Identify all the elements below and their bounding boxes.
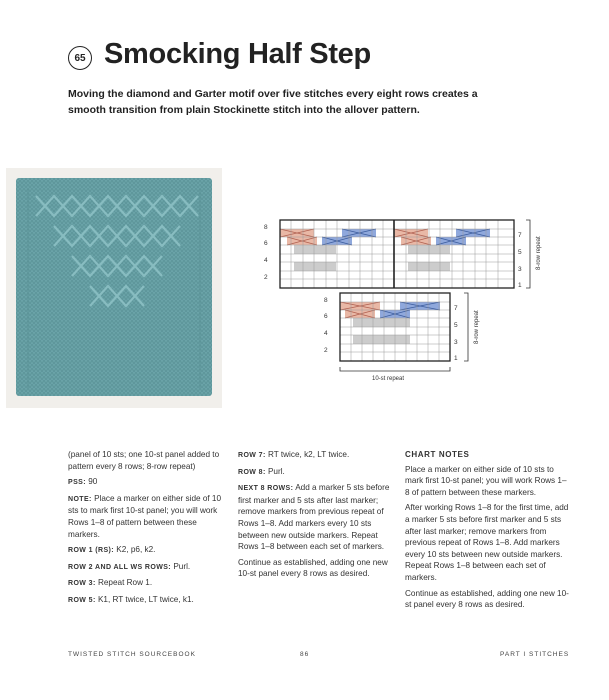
row-label: 1 bbox=[518, 282, 522, 289]
row-label: 5 bbox=[518, 249, 522, 256]
chart-notes-p2: After working Rows 1–8 for the first time, add a marker 5 sts before first marker and 5 sts after last marker; remove markers from previous repeat of Rows 1–8. Add markers every 10 sts between new outside markers. Repeat Rows 1–8 between each set of markers. bbox=[405, 503, 569, 582]
swatch-photo bbox=[6, 168, 222, 408]
page-title: Smocking Half Step bbox=[104, 38, 371, 70]
row3-label: ROW 3: bbox=[68, 580, 96, 588]
row7-text: RT twice, k2, LT twice. bbox=[267, 450, 350, 459]
chart-notes-heading: CHART NOTES bbox=[405, 450, 470, 459]
row5-text: K1, RT twice, LT twice, k1. bbox=[97, 594, 194, 604]
pss-label: PSS: bbox=[68, 479, 86, 487]
row-label: 7 bbox=[518, 232, 522, 239]
upper-chart-grid bbox=[280, 220, 514, 288]
row-repeat-label: 8-row repeat bbox=[474, 310, 480, 344]
continue-text: Continue as established, adding one new 10-st panel every 8 rows as desired. bbox=[238, 557, 388, 579]
next8-label: NEXT 8 ROWS: bbox=[238, 485, 294, 493]
knitted-swatch-image bbox=[6, 168, 222, 408]
row7-label: ROW 7: bbox=[238, 452, 266, 459]
row-repeat-bracket bbox=[526, 220, 530, 288]
row1-label: ROW 1 (RS): bbox=[68, 547, 115, 555]
next8-text: Add a marker 5 sts before first marker and 5 sts after last marker; remove markers from previous repeat of Rows 1–8. Add markers every 10 sts between new outside markers. Repeat Rows 1–8 between each set of markers. bbox=[238, 483, 390, 552]
row-label: 8 bbox=[264, 224, 268, 231]
purl-band bbox=[294, 245, 336, 254]
purl-band bbox=[294, 262, 336, 271]
row-label: 6 bbox=[324, 313, 328, 320]
row-label: 2 bbox=[264, 274, 268, 281]
row-repeat-bracket bbox=[464, 293, 468, 361]
stitch-repeat-bracket bbox=[340, 367, 450, 371]
chart-notes-p3: Continue as established, adding one new 10-st panel every 8 rows as desired. bbox=[405, 588, 569, 610]
row8-label: ROW 8: bbox=[238, 468, 266, 476]
row-label: 6 bbox=[264, 240, 268, 247]
footer-section: PART I STITCHES bbox=[500, 651, 570, 658]
row-label: 1 bbox=[454, 355, 458, 362]
lower-chart-grid bbox=[340, 293, 450, 361]
chart-notes-column bbox=[405, 449, 570, 615]
stitch-repeat-label: 10-st repeat bbox=[372, 376, 405, 382]
row-label: 2 bbox=[324, 347, 328, 354]
instructions-column-2 bbox=[238, 449, 398, 584]
panel-info: (panel of 10 sts; one 10-st panel added to pattern every 8 rows; 8-row repeat) bbox=[68, 450, 220, 471]
row-label: 5 bbox=[454, 322, 458, 329]
row-label: 8 bbox=[324, 297, 328, 304]
row-label: 4 bbox=[324, 330, 328, 337]
intro-paragraph: Moving the diamond and Garter motif over five stitches every eight rows creates a smooth transition from plain Stockinette stitch into the allover pattern. bbox=[68, 88, 478, 116]
row-label: 3 bbox=[518, 266, 522, 273]
footer-book-title: TWISTED STITCH SOURCEBOOK bbox=[68, 651, 196, 658]
note-label: NOTE: bbox=[68, 495, 92, 503]
chart-notes-p1: Place a marker on either side of 10 sts to mark first 10-st panel; you will work Rows 1–8 of pattern between these markers. bbox=[405, 464, 567, 497]
stitch-chart bbox=[250, 218, 550, 383]
row-repeat-label: 8-row repeat bbox=[536, 236, 542, 270]
row-label: 4 bbox=[264, 257, 268, 264]
purl-band bbox=[353, 318, 410, 327]
row8-text: Purl. bbox=[267, 466, 285, 476]
purl-band bbox=[353, 335, 410, 344]
instructions-column-1 bbox=[68, 449, 228, 611]
row2-label: ROW 2 AND ALL WS ROWS: bbox=[68, 563, 172, 571]
row2-text: Purl. bbox=[173, 561, 191, 571]
row1-text: K2, p6, k2. bbox=[116, 545, 156, 555]
footer-page-number: 86 bbox=[300, 651, 310, 658]
row3-text: Repeat Row 1. bbox=[97, 578, 153, 588]
note-text: Place a marker on either side of 10 sts to mark first 10-st panel; you will work Rows 1–8 of pattern between these markers. bbox=[68, 493, 222, 539]
row-label: 7 bbox=[454, 305, 458, 312]
pss-value: 90 bbox=[88, 477, 98, 487]
row5-label: ROW 5: bbox=[68, 596, 96, 604]
row-label: 3 bbox=[454, 339, 458, 346]
pattern-number-badge: 65 bbox=[68, 46, 92, 70]
